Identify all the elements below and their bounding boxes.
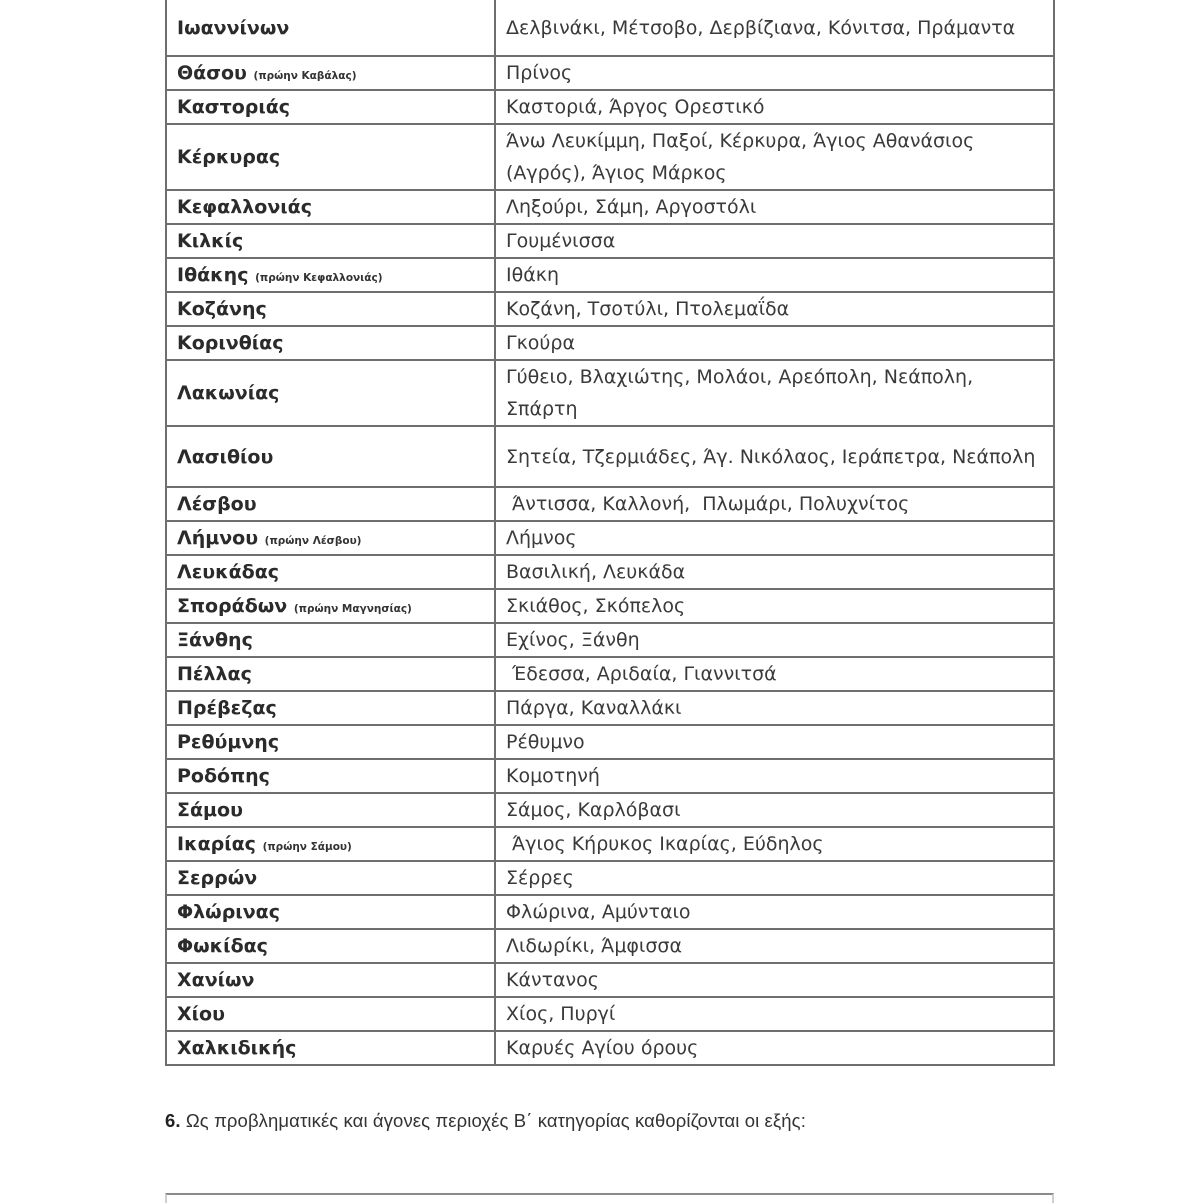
region-cell <box>166 292 495 326</box>
region-cell <box>166 997 495 1031</box>
region-note: (πρώην Καβάλας) <box>253 70 357 82</box>
region-note: (πρώην Σάμου) <box>262 841 352 853</box>
region-name: Κέρκυρας <box>177 146 281 168</box>
region-name: Κεφαλλονιάς <box>177 196 312 218</box>
areas-cell: Άγιος Κήρυκος Ικαρίας, Εύδηλος <box>495 827 1054 861</box>
areas-cell: Γουμένισσα <box>495 224 1054 258</box>
section-number: 6. <box>165 1110 181 1131</box>
region-cell <box>166 555 495 589</box>
table-row <box>166 487 1054 521</box>
areas-cell: Άνω Λευκίμμη, Παξοί, Κέρκυρα, Άγιος Αθανάσιος (Αγρός), Άγιος Μάρκος <box>495 124 1054 190</box>
region-note: (πρώην Κεφαλλονιάς) <box>255 272 383 284</box>
table-row <box>166 426 1054 487</box>
region-cell <box>166 725 495 759</box>
region-name: Ξάνθης <box>177 629 253 651</box>
table-row <box>166 555 1054 589</box>
areas-cell: Χίος, Πυργί <box>495 997 1054 1031</box>
areas-cell: Δελβινάκι, Μέτσοβο, Δερβίζιανα, Κόνιτσα, Πράμαντα <box>495 0 1054 56</box>
region-name: Λευκάδας <box>177 561 280 583</box>
regions-table <box>165 0 1055 1066</box>
areas-cell: Γκούρα <box>495 326 1054 360</box>
region-cell <box>166 929 495 963</box>
region-cell <box>166 258 495 292</box>
table-row <box>166 521 1054 555</box>
table-row <box>166 1031 1054 1065</box>
region-cell <box>166 827 495 861</box>
region-name: Πρέβεζας <box>177 697 277 719</box>
areas-cell: Γύθειο, Βλαχιώτης, Μολάοι, Αρεόπολη, Νεάπολη, Σπάρτη <box>495 360 1054 426</box>
table-row <box>166 360 1054 426</box>
table-row <box>166 124 1054 190</box>
areas-cell: Εχίνος, Ξάνθη <box>495 623 1054 657</box>
table-row <box>166 623 1054 657</box>
region-cell <box>166 487 495 521</box>
region-name: Φλώρινας <box>177 901 280 923</box>
region-name: Κοζάνης <box>177 298 267 320</box>
areas-cell: Λήμνος <box>495 521 1054 555</box>
areas-cell: Λιδωρίκι, Άμφισσα <box>495 929 1054 963</box>
section-text: Ως προβληματικές και άγονες περιοχές Β΄ κατηγορίας καθορίζονται οι εξής: <box>180 1110 806 1131</box>
areas-cell: Κάντανος <box>495 963 1054 997</box>
table-row <box>166 691 1054 725</box>
region-name: Λέσβου <box>177 493 257 515</box>
region-cell <box>166 426 495 487</box>
region-cell <box>166 360 495 426</box>
table-row <box>166 793 1054 827</box>
areas-cell: Σκιάθος, Σκόπελος <box>495 589 1054 623</box>
areas-cell: Ρέθυμνο <box>495 725 1054 759</box>
region-cell <box>166 190 495 224</box>
table-row <box>166 190 1054 224</box>
next-table-top-border <box>165 1193 1054 1203</box>
table-row <box>166 759 1054 793</box>
table-row <box>166 963 1054 997</box>
region-name: Ροδόπης <box>177 765 270 787</box>
region-cell <box>166 759 495 793</box>
areas-cell: Έδεσσα, Αριδαία, Γιαννιτσά <box>495 657 1054 691</box>
region-name: Πέλλας <box>177 663 252 685</box>
table-row <box>166 997 1054 1031</box>
region-name: Καστοριάς <box>177 96 291 118</box>
region-name: Κορινθίας <box>177 332 284 354</box>
region-cell <box>166 691 495 725</box>
region-cell <box>166 589 495 623</box>
region-cell <box>166 793 495 827</box>
table-row <box>166 292 1054 326</box>
region-name: Ρεθύμνης <box>177 731 280 753</box>
table-row <box>166 725 1054 759</box>
areas-cell: Πάργα, Καναλλάκι <box>495 691 1054 725</box>
region-cell <box>166 657 495 691</box>
region-note: (πρώην Λέσβου) <box>264 535 362 547</box>
region-name: Χαλκιδικής <box>177 1037 297 1059</box>
region-cell <box>166 90 495 124</box>
region-name: Λακωνίας <box>177 382 280 404</box>
region-name: Σερρών <box>177 867 258 889</box>
region-cell <box>166 521 495 555</box>
region-name: Θάσου <box>177 62 247 84</box>
region-cell <box>166 861 495 895</box>
areas-cell: Κοζάνη, Τσοτύλι, Πτολεμαΐδα <box>495 292 1054 326</box>
region-cell <box>166 963 495 997</box>
table-row <box>166 0 1054 56</box>
areas-cell: Άντισσα, Καλλονή, Πλωμάρι, Πολυχνίτος <box>495 487 1054 521</box>
region-name: Σάμου <box>177 799 243 821</box>
areas-cell: Σέρρες <box>495 861 1054 895</box>
region-name: Λασιθίου <box>177 445 274 468</box>
areas-cell: Ιθάκη <box>495 258 1054 292</box>
region-name: Σποράδων <box>177 595 288 617</box>
region-note: (πρώην Μαγνησίας) <box>293 603 412 615</box>
table-row <box>166 56 1054 90</box>
region-cell <box>166 1031 495 1065</box>
regions-table-body <box>166 0 1054 1065</box>
areas-cell: Καρυές Αγίου όρους <box>495 1031 1054 1065</box>
region-name: Χανίων <box>177 969 255 991</box>
table-row <box>166 895 1054 929</box>
table-row <box>166 827 1054 861</box>
areas-cell: Ληξούρι, Σάμη, Αργοστόλι <box>495 190 1054 224</box>
region-cell <box>166 56 495 90</box>
region-name: Κιλκίς <box>177 230 244 252</box>
table-row <box>166 589 1054 623</box>
table-row <box>166 861 1054 895</box>
region-name: Ικαρίας <box>177 833 256 855</box>
region-name: Ιωαννίνων <box>177 16 290 39</box>
areas-cell: Φλώρινα, Αμύνταιο <box>495 895 1054 929</box>
region-cell <box>166 895 495 929</box>
region-cell <box>166 124 495 190</box>
table-row <box>166 90 1054 124</box>
areas-cell: Βασιλική, Λευκάδα <box>495 555 1054 589</box>
areas-cell: Σητεία, Τζερμιάδες, Άγ. Νικόλαος, Ιεράπετρα, Νεάπολη <box>495 426 1054 487</box>
areas-cell: Καστοριά, Άργος Ορεστικό <box>495 90 1054 124</box>
areas-cell: Πρίνος <box>495 56 1054 90</box>
region-name: Ιθάκης <box>177 264 249 286</box>
table-row <box>166 657 1054 691</box>
region-name: Χίου <box>177 1003 225 1025</box>
region-cell <box>166 623 495 657</box>
table-row <box>166 326 1054 360</box>
section-6-paragraph <box>165 1110 806 1132</box>
table-row <box>166 224 1054 258</box>
region-cell <box>166 326 495 360</box>
region-name: Λήμνου <box>177 527 259 549</box>
region-cell <box>166 0 495 56</box>
areas-cell: Κομοτηνή <box>495 759 1054 793</box>
table-row <box>166 258 1054 292</box>
region-cell <box>166 224 495 258</box>
areas-cell: Σάμος, Καρλόβασι <box>495 793 1054 827</box>
region-name: Φωκίδας <box>177 935 268 957</box>
table-row <box>166 929 1054 963</box>
